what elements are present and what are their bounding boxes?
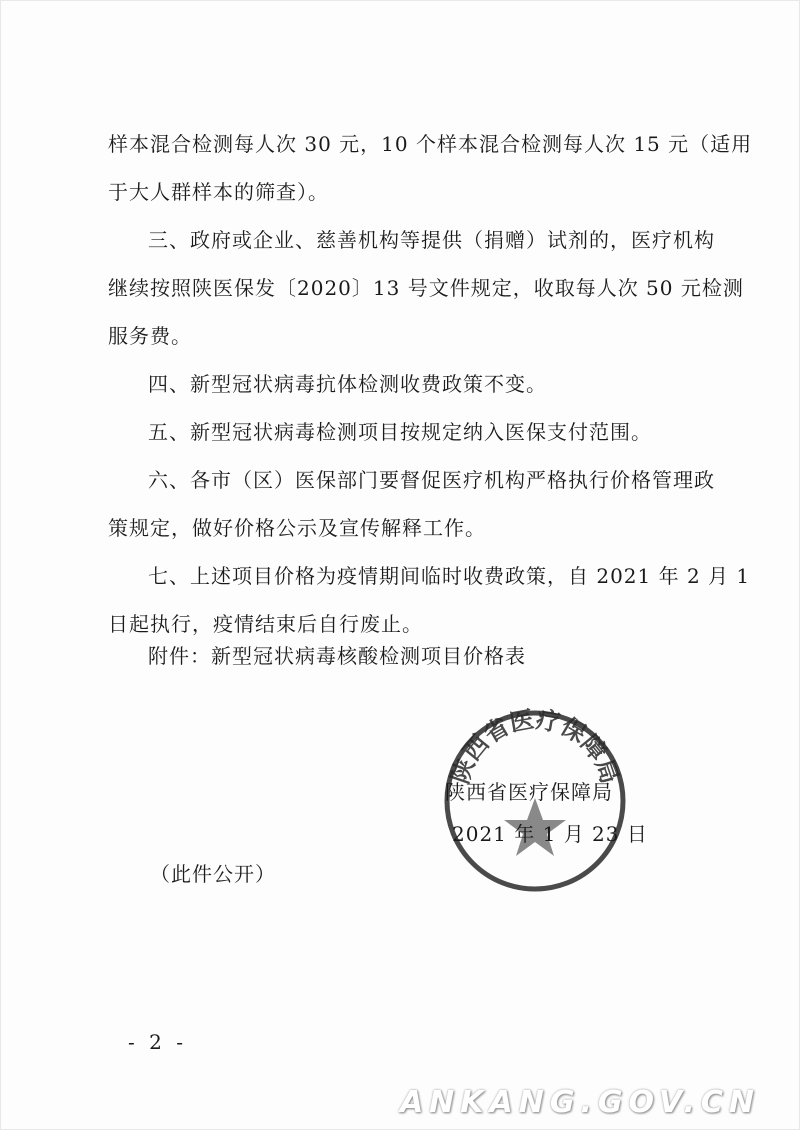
item-four-line: 四、新型冠状病毒抗体检测收费政策不变。 [148, 372, 547, 396]
body-line: 样本混合检测每人次 30 元，10 个样本混合检测每人次 15 元（适用 [108, 132, 753, 156]
document-body [108, 126, 753, 654]
disclosure-note: （此件公开） [150, 862, 276, 886]
body-line: 日起执行，疫情结束后自行废止。 [108, 612, 423, 636]
site-watermark: ANKANG.GOV.CN [399, 1085, 760, 1120]
page-number: - 2 - [128, 1030, 187, 1054]
attachment-line: 附件：新型冠状病毒核酸检测项目价格表 [148, 644, 526, 668]
svg-text:陕西省医疗保障局: 陕西省医疗保障局 [445, 706, 625, 788]
signature-org: 陕西省医疗保障局 [445, 780, 613, 804]
body-line: 于大人群样本的筛查）。 [108, 180, 329, 204]
item-seven-line: 七、上述项目价格为疫情期间临时收费政策，自 2021 年 2 月 1 [148, 564, 751, 588]
signature-date: 2021 年 1 月 23 日 [452, 822, 648, 846]
body-line: 服务费。 [108, 324, 192, 348]
body-line: 策规定，做好价格公示及宣传解释工作。 [108, 516, 486, 540]
item-six-line: 六、各市（区）医保部门要督促医疗机构严格执行价格管理政 [148, 468, 715, 492]
item-five-line: 五、新型冠状病毒检测项目按规定纳入医保支付范围。 [148, 420, 652, 444]
body-line: 继续按照陕医保发〔2020〕13 号文件规定，收取每人次 50 元检测 [108, 276, 744, 300]
item-three-line: 三、政府或企业、慈善机构等提供（捐赠）试剂的，医疗机构 [148, 228, 715, 252]
